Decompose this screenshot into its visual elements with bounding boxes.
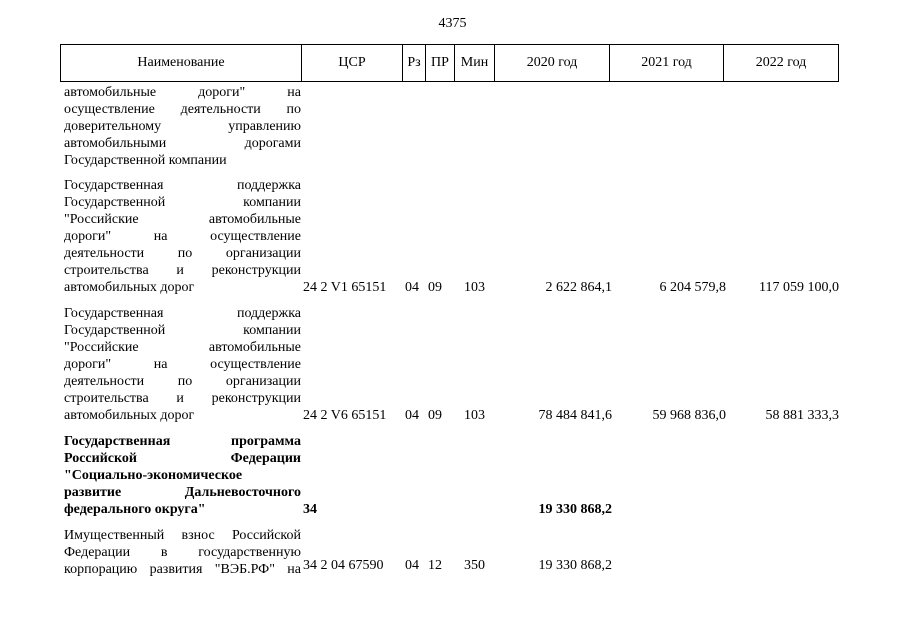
row-min: 350	[464, 558, 485, 573]
row-csr: 34	[303, 502, 317, 517]
row-rz: 04	[405, 280, 419, 295]
row-2020: 19 330 868,2	[538, 502, 612, 517]
row-pr: 09	[428, 280, 442, 295]
row-2022: 117 059 100,0	[759, 280, 839, 295]
header-2021: 2021 год	[610, 45, 724, 82]
header-rz: Рз	[403, 45, 426, 82]
row-csr: 24 2 V1 65151	[303, 280, 387, 295]
row-2021: 6 204 579,8	[659, 280, 726, 295]
header-2020: 2020 год	[495, 45, 610, 82]
row-2020: 19 330 868,2	[538, 558, 612, 573]
row-rz: 04	[405, 558, 419, 573]
row-csr: 34 2 04 67590	[303, 558, 384, 573]
row-pr: 09	[428, 408, 442, 423]
page-number: 4375	[438, 16, 467, 31]
row-2022: 58 881 333,3	[765, 408, 839, 423]
header-min: Мин	[455, 45, 495, 82]
row-2020: 78 484 841,6	[538, 408, 612, 423]
row-pr: 12	[428, 558, 442, 573]
row-name: Государственная программа Российской Федерации "Социально-экономическое развитие Дальневосточного федерального округа"	[64, 434, 301, 517]
row-min: 103	[464, 408, 485, 423]
row-csr: 24 2 V6 65151	[303, 408, 387, 423]
row-name: автомобильные дороги" на осуществление деятельности по доверительному управлению автомобильными дорогами Государственной компании	[64, 85, 301, 168]
row-name: Имущественный взнос Российской Федерации в государственную корпорацию развития "ВЭБ.РФ" на	[64, 528, 301, 577]
row-2021: 59 968 836,0	[652, 408, 726, 423]
header-pr: ПР	[426, 45, 455, 82]
row-name: Государственная поддержка Государственной компании "Российские автомобильные дороги" на осуществление деятельности по организации строительства и реконструкции автомобильных дорог	[64, 306, 301, 423]
row-name: Государственная поддержка Государственной компании "Российские автомобильные дороги" на осуществление деятельности по организации строительства и реконструкции автомобильных дорог	[64, 178, 301, 295]
row-rz: 04	[405, 408, 419, 423]
row-min: 103	[464, 280, 485, 295]
header-name: Наименование	[61, 45, 302, 82]
header-2022: 2022 год	[724, 45, 839, 82]
table-header	[60, 44, 839, 82]
header-csr: ЦСР	[302, 45, 403, 82]
row-2020: 2 622 864,1	[545, 280, 612, 295]
